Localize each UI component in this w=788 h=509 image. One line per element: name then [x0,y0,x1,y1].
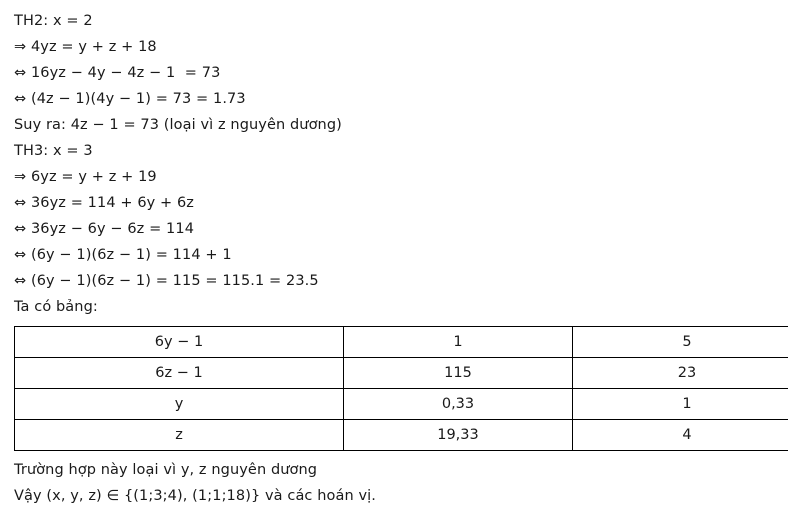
text-line: ⇔ 36yz − 6y − 6z = 114 [14,221,195,237]
text-line: TH3: x = 3 [14,143,93,159]
text-line: ⇒ 6yz = y + z + 19 [14,169,157,185]
table-row [15,389,788,420]
text-line: Vậy (x, y, z) ∈ {(1;3;4), (1;1;18)} và các hoán vị. [14,488,376,504]
table-cell: 115 [344,358,573,389]
table-cell: 19,33 [344,420,573,451]
table-row [15,327,788,358]
solution-text-block-bottom [0,455,788,509]
table-cell: 6y − 1 [15,327,344,358]
text-line: ⇒ 4yz = y + z + 18 [14,39,157,55]
table-cell: 6z − 1 [15,358,344,389]
table-cell: 23 [573,358,788,389]
text-line: ⇔ (6y − 1)(6z − 1) = 114 + 1 [14,247,232,263]
text-line: TH2: x = 2 [14,13,93,29]
table-cell: z [15,420,344,451]
table-cell: 1 [573,389,788,420]
text-line: ⇔ (6y − 1)(6z − 1) = 115 = 115.1 = 23.5 [14,273,319,289]
table-cell: 4 [573,420,788,451]
table-cell: 1 [344,327,573,358]
text-line: Trường hợp này loại vì y, z nguyên dương [14,462,318,478]
text-line: Ta có bảng: [14,299,98,315]
table-row [15,358,788,389]
table-row [15,420,788,451]
table-cell: 5 [573,327,788,358]
text-line: ⇔ 36yz = 114 + 6y + 6z [14,195,195,211]
table-cell: y [15,389,344,420]
text-line: ⇔ 16yz − 4y − 4z − 1 = 73 [14,65,221,81]
text-line: Suy ra: 4z − 1 = 73 (loại vì z nguyên dương) [14,117,342,133]
values-table [14,326,788,451]
text-line: ⇔ (4z − 1)(4y − 1) = 73 = 1.73 [14,91,246,107]
table-cell: 0,33 [344,389,573,420]
